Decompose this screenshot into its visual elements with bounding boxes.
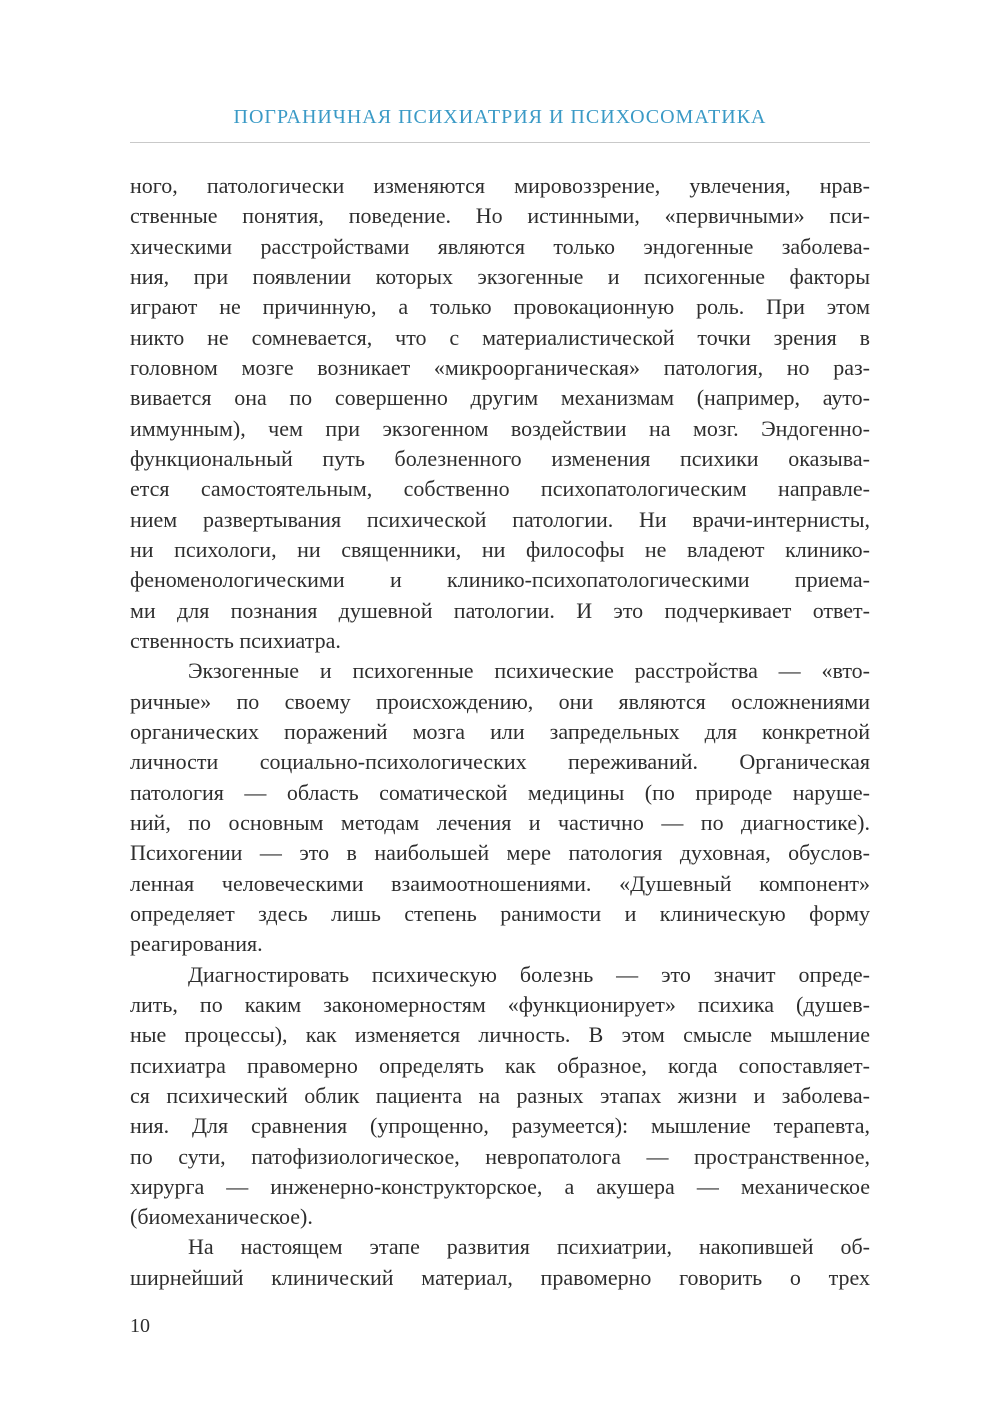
text-line: хическими расстройствами являются только эндогенные заболева- [130,233,870,259]
text-line: лить, по каким закономерностям «функционирует» психика (душев- [130,991,870,1017]
text-line: ного, патологически изменяются мировоззрение, увлечения, нрав- [130,173,870,198]
running-head-title: ПОГРАНИЧНАЯ ПСИХИАТРИЯ И ПСИХОСОМАТИКА [233,106,767,128]
text-line: определяет здесь лишь степень ранимости и клиническую форму [130,900,870,926]
text-line: играют не причинную, а только провокационную роль. При этом [130,294,870,320]
paragraph [130,1232,870,1293]
text-line: ственность психиатра. [130,627,341,653]
text-line: ния, при появлении которых экзогенные и психогенные факторы [130,263,870,289]
text-line: реагирования. [130,931,263,957]
text-line: органических поражений мозга или запредельных для конкретной [130,718,870,744]
text-line: ственные понятия, поведение. Но истинными, «первичными» пси- [130,203,870,229]
text-line: (биомеханическое). [130,1204,313,1230]
text-line: Экзогенные и психогенные психические расстройства — «вто- [188,658,870,684]
header-divider [130,142,870,143]
text-line: патология — область соматической медицины (по природе наруше- [130,779,870,805]
text-line: феноменологическими и клинико-психопатологическими приема- [130,567,870,593]
text-line: ричные» по своему происхождению, они являются осложнениями [130,688,870,714]
text-line: головном мозге возникает «микроорганическая» патология, но раз- [130,354,870,380]
text-line: функциональный путь болезненного изменения психики оказыва- [130,445,870,471]
text-line: вивается она по совершенно другим механизмам (например, ауто- [130,385,870,411]
paragraph [130,656,870,959]
text-line: Психогении — это в наибольшей мере патология духовная, обуслов- [130,840,870,866]
text-line: нием развертывания психической патологии. Ни врачи-интернисты, [130,506,870,532]
text-line: иммунным), чем при экзогенном воздействии на мозг. Эндогенно- [130,415,870,441]
text-line: Диагностировать психическую болезнь — это значит опреде- [188,961,870,987]
text-line: ные процессы), как изменяется личность. В этом смысле мышление [130,1022,870,1048]
text-line: ний, по основным методам лечения и частично — по диагностике). [130,809,870,835]
paragraph [130,171,870,656]
text-line: по сути, патофизиологическое, невропатолога — пространственное, [130,1143,870,1169]
text-line: ми для познания душевной патологии. И это подчеркивает ответ- [130,597,870,623]
text-line: никто не сомневается, что с материалистической точки зрения в [130,324,870,350]
text-line: личности социально-психологических переживаний. Органическая [130,749,870,775]
text-line: ленная человеческими взаимоотношениями. «Душевный компонент» [130,870,870,896]
paragraph [130,960,870,1233]
text-line: ся психический облик пациента на разных этапах жизни и заболева- [130,1082,870,1108]
text-line: ни психологи, ни священники, ни философы не владеют клинико- [130,536,870,562]
page-number: 10 [130,1315,150,1337]
text-line: На настоящем этапе развития психиатрии, накопившей об- [188,1234,870,1260]
text-line: хирурга — инженерно-конструкторское, а акушера — механическое [130,1173,870,1199]
text-line: ширнейший клинический материал, правомерно говорить о трех [130,1264,870,1290]
text-line: ния. Для сравнения (упрощенно, разумеется): мышление терапевта, [130,1113,870,1139]
text-line: психиатра правомерно определять как образное, когда сопоставляет- [130,1052,870,1078]
body-text [130,171,870,1293]
text-line: ется самостоятельным, собственно психопатологическим направле- [130,476,870,502]
